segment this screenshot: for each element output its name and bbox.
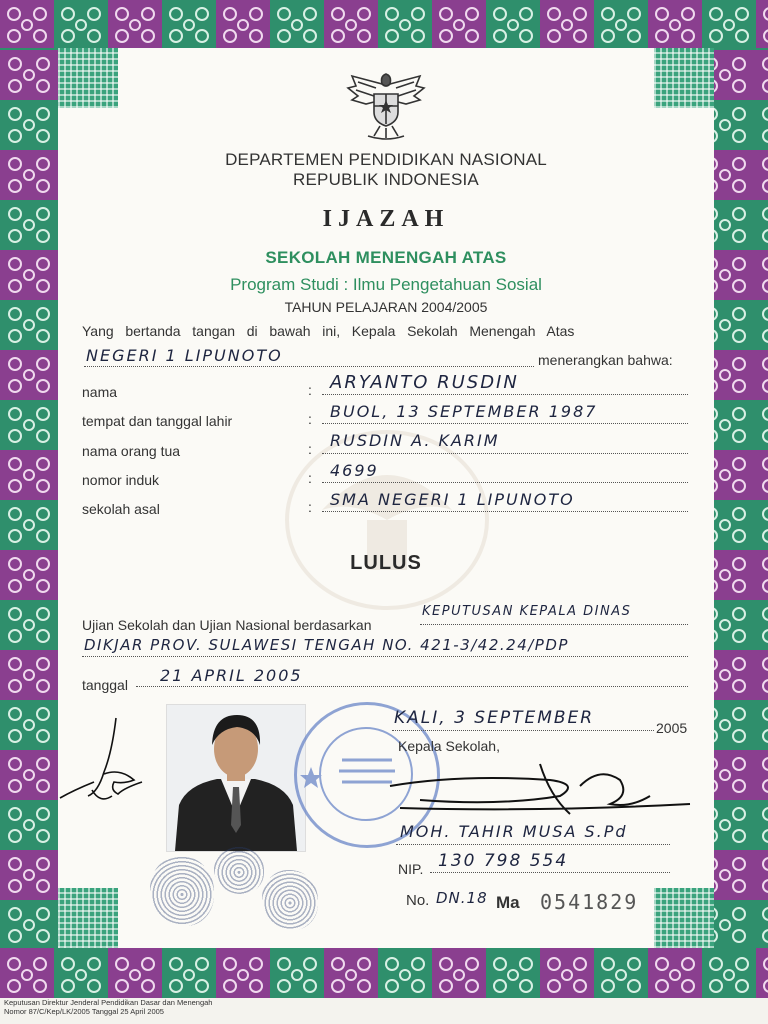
fingerprint-left [150,856,214,926]
field-value-student-number: 4699 [330,461,379,480]
portrait-image [167,705,305,851]
principal-title: Kepala Sekolah, [398,738,500,754]
dotted-line [322,453,688,454]
watermark-emblem-icon [262,420,512,620]
academic-year: TAHUN PELAJARAN 2004/2005 [284,299,488,315]
field-label-nama: nama [82,384,118,400]
colon: : [308,499,312,515]
field-label-parent: nama orang tua [82,443,181,459]
intro-suffix: menerangkan bahwa: [538,352,673,368]
intro-line: Yang bertanda tangan di bawah ini, Kepala Sekolah Menengah Atas [82,323,575,339]
dotted-line [322,511,688,512]
footer-line-1: Keputusan Direktur Jenderal Pendidikan Dasar dan Menengah [4,998,213,1007]
corner-ornament-top-right [654,48,714,108]
corner-ornament-bottom-left [58,888,118,948]
date-value-handwritten: 21 APRIL 2005 [160,666,303,685]
fingerprint-right [262,870,318,930]
signing-place-date: KALI, 3 SEPTEMBER [394,708,595,728]
field-label-origin-school: sekolah asal [82,501,160,517]
signatory-name-handwritten: MOH. TAHIR MUSA S.Pd [400,822,628,841]
department-line-1: DEPARTEMEN PENDIDIKAN NASIONAL [225,150,547,169]
student-photo [166,704,306,852]
basis-handwritten-line-1: KEPUTUSAN KEPALA DINAS [422,604,632,619]
field-value-origin-school: SMA NEGERI 1 LIPUNOTO [330,490,575,509]
colon: : [308,411,312,427]
basis-prefix: Ujian Sekolah dan Ujian Nasional berdasarkan [82,617,372,633]
serial-number: 0541829 [540,890,639,914]
field-value-birth: BUOL, 13 SEPTEMBER 1987 [330,402,598,421]
colon: : [308,470,312,486]
footer-line-2: Nomor 87/C/Kep/LK/2005 Tanggal 25 April 2005 [4,1007,164,1016]
witness-signature [54,712,154,812]
field-value-parent: RUSDIN A. KARIM [330,431,500,450]
date-label: tanggal [82,677,128,693]
dotted-line [396,844,670,845]
serial-code-handwritten: DN.18 [436,889,488,907]
dotted-line [322,394,688,395]
basis-handwritten-line-2: DIKJAR PROV. SULAWESI TENGAH NO. 421-3/42.24/PDP [84,636,569,654]
dotted-line [136,686,688,687]
serial-code-print: Ma [496,893,520,912]
dotted-line [392,730,654,731]
dotted-line [430,872,670,873]
nip-value-handwritten: 130 798 554 [438,851,569,871]
field-label-student-number: nomor induk [82,472,160,488]
dotted-line [322,482,688,483]
dotted-line [84,366,534,367]
corner-ornament-top-left [58,48,118,108]
school-name-handwritten: NEGERI 1 LIPUNOTO [86,346,283,365]
dotted-line [322,423,688,424]
serial-no-label: No. [406,892,430,909]
document-title: IJAZAH [322,206,450,232]
result-status: LULUS [350,552,422,574]
field-label-birth: tempat dan tanggal lahir [82,413,233,429]
principal-signature [380,756,700,826]
school-type: SEKOLAH MENENGAH ATAS [265,248,507,267]
corner-ornament-bottom-right [654,888,714,948]
department-line-2: REPUBLIK INDONESIA [293,170,479,189]
colon: : [308,382,312,398]
study-program: Program Studi : Ilmu Pengetahuan Sosial [230,275,542,294]
field-value-nama: ARYANTO RUSDIN [330,372,519,393]
signing-year: 2005 [656,720,688,736]
garuda-emblem-icon [344,66,428,142]
footer-decree [4,998,212,1016]
fingerprint-middle [214,846,264,894]
nip-label: NIP. [398,861,424,877]
dotted-line [82,656,688,657]
dotted-line [420,624,688,625]
colon: : [308,441,312,457]
